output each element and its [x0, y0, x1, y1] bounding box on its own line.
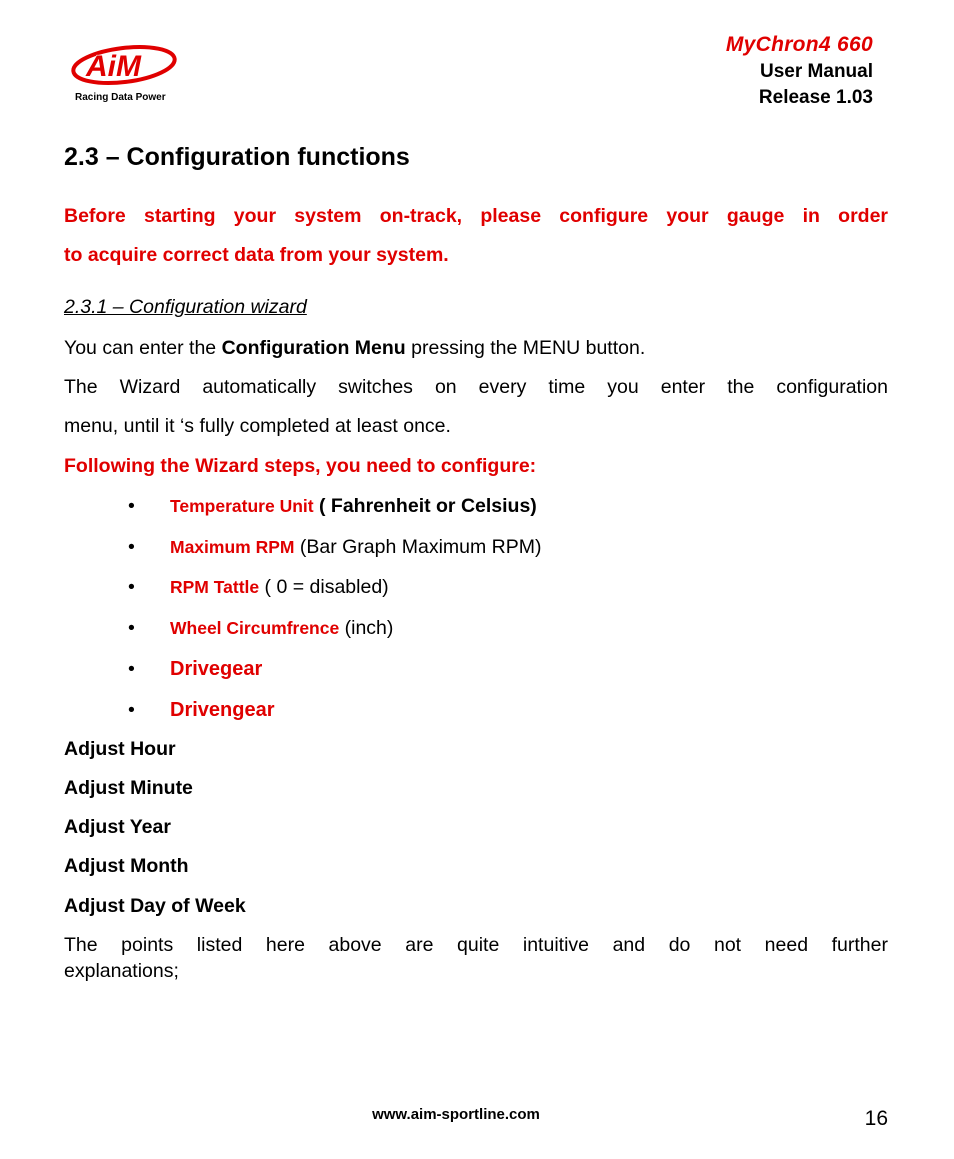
adjust-month-item: Adjust Month	[64, 855, 189, 877]
subsection-title: 2.3.1 – Configuration wizard	[64, 296, 307, 318]
release-label: Release 1.03	[758, 87, 873, 108]
aim-logo-mark	[70, 38, 180, 88]
bullet-detail: ( 0 = disabled)	[259, 576, 389, 598]
config-menu-term: Configuration Menu	[221, 337, 406, 359]
bullet-detail: (Bar Graph Maximum RPM)	[294, 536, 542, 558]
section-title: 2.3 – Configuration functions	[64, 143, 410, 171]
bullet-label: Drivegear	[170, 658, 263, 680]
wizard-steps-heading: Following the Wizard steps, you need to configure:	[64, 455, 537, 477]
warning-line-1: Before starting your system on-track, please configure your gauge in order	[64, 205, 888, 227]
adjust-year-item: Adjust Year	[64, 816, 171, 838]
bullet-label: Temperature Unit	[170, 496, 314, 516]
footer-website: www.aim-sportline.com	[372, 1106, 540, 1123]
bullet-dot: •	[128, 699, 135, 721]
bullet-detail: (inch)	[339, 617, 394, 639]
product-name: MyChron4 660	[725, 33, 873, 56]
paragraph-wizard-line-2: menu, until it ‘s fully completed at least once.	[64, 415, 451, 437]
bullet-label: Maximum RPM	[170, 537, 295, 557]
paragraph-config-menu	[64, 337, 645, 360]
paragraph-wizard-line-1: The Wizard automatically switches on every time you enter the configuration	[64, 376, 888, 398]
svg-text:AiM: AiM	[86, 50, 141, 83]
page-number: 16	[864, 1107, 888, 1130]
bullet-dot: •	[128, 617, 135, 639]
warning-line-2: to acquire correct data from your system.	[64, 244, 449, 266]
aim-logo	[70, 38, 180, 106]
closing-line-2: explanations;	[64, 960, 179, 982]
bullet-detail: ( Fahrenheit or Celsius)	[313, 495, 537, 517]
adjust-day-of-week-item: Adjust Day of Week	[64, 895, 246, 917]
bullet-dot: •	[128, 658, 135, 680]
bullet-label: Wheel Circumfrence	[170, 618, 340, 638]
paragraph-text-before: You can enter the	[64, 337, 222, 359]
closing-line-1: The points listed here above are quite intuitive and do not need further	[64, 934, 888, 956]
adjust-minute-item: Adjust Minute	[64, 777, 193, 799]
bullet-dot: •	[128, 536, 135, 558]
adjust-hour-item: Adjust Hour	[64, 738, 176, 760]
bullet-label: Drivengear	[170, 699, 275, 721]
bullet-dot: •	[128, 576, 135, 598]
bullet-label: RPM Tattle	[170, 577, 260, 597]
paragraph-text-after: pressing the MENU button.	[405, 337, 646, 359]
bullet-dot: •	[128, 495, 135, 517]
manual-label: User Manual	[760, 61, 873, 82]
logo-tagline: Racing Data Power	[75, 92, 166, 103]
